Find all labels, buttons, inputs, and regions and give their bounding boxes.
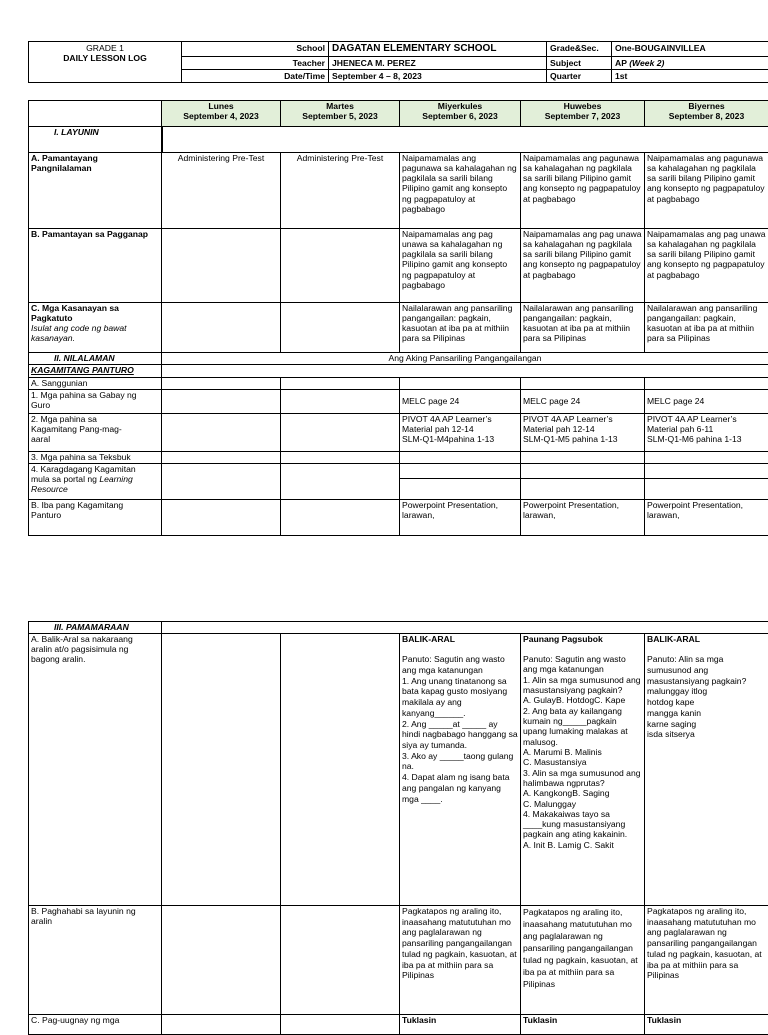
date-label: Date/Time (182, 69, 329, 82)
subject-week: (Week 2) (629, 58, 664, 68)
cell-text: Naipamamalas ang pag unawa sa kahalagahan ng pagkilala sa sarili bilang Pilipino gamit ang konsepto ng pagpapatuloy at pagbabago (400, 229, 521, 303)
empty-corner-cell (29, 101, 162, 127)
kasanayan-label-cell (29, 303, 162, 353)
daily-lesson-log-title: DAILY LESSON LOG (32, 53, 178, 63)
header-title-cell (29, 42, 182, 83)
cell-text: Pagkatapos ng araling ito, inaasahang matututuhan mo ang paglalarawan ng pansariling pangangailangan tulad ng pagkain, kasuotan, at iba pa at mithiin para sa Pilipinas (400, 906, 521, 1015)
balik-aral-cell (400, 634, 521, 906)
layunin-section-title: I. LAYUNIN (29, 127, 162, 153)
cell-text: Naipamamalas ang pagunawa sa kahalagahan ng pagkilala sa sarili bilang Pilipino gamit ang konsepto ng pagpapatuloy at pagbabago (521, 153, 645, 229)
nilalaman-content: Ang Aking Pansariling Pangangailangan (162, 353, 768, 365)
header-table (28, 41, 768, 83)
day-header: Miyerkules September 6, 2023 (400, 101, 521, 127)
subject-label: Subject (547, 56, 612, 69)
balik-aral-text: Panuto: Alin sa mga sumusunod ang masustansiyang pagkain? malunggay itlog hotdog kape mangga kanin karne saging isda sitserya (647, 654, 766, 740)
subject-value (612, 56, 768, 69)
school-name: DAGATAN ELEMENTARY SCHOOL (329, 42, 547, 57)
balik-aral-label: A. Balik-Aral sa nakaraang aralin at/o pagsisimula ng bagong aralin. (29, 634, 162, 906)
balik-aral-text: Panuto: Sagutin ang wasto ang mga katanungan 1. Ang unang tinatanong sa bata kapag gusto mosiyang makilala ay ang kanyang______. 2. Ang _____at _____ ay hindi nagbabago hanggang sa siya ay tumanda. 3. Ako ay _____taong gulang na. 4. Dapat alam ng isang bata ang pangalan ng kanyang mga ____. (402, 654, 518, 804)
pamamaraan-table (28, 621, 768, 1035)
cell-text: Powerpoint Presentation, larawan, (645, 500, 768, 536)
day-header: Martes September 5, 2023 (281, 101, 400, 127)
tuklasin-heading: Tuklasin (521, 1015, 645, 1035)
date-value: September 4 – 8, 2023 (329, 69, 547, 82)
cell-text: Naipamamalas ang pagunawa sa kahalagahan ng pagkilala sa sarili bilang Pilipino gamit ang konsepto ng pagpapatuloy at pagbabago (645, 153, 768, 229)
cell-text: Pagkatapos ng araling ito, inaasahang matututuhan mo ang paglalarawan ng pansariling pangangailangan tulad ng pagkain, kasuotan, at iba pa at mithiin para sa Pilipinas (521, 906, 645, 1015)
kagamitan-section-title: KAGAMITANG PANTURO (29, 365, 162, 378)
pamamaraan-section-title: III. PAMAMARAAN (29, 622, 162, 634)
iba-pang-kagamitan-label: B. Iba pang Kagamitang Panturo (29, 500, 162, 536)
grade-sec-value: One-BOUGAINVILLEA (612, 42, 768, 57)
cell-text: Powerpoint Presentation, larawan, (521, 500, 645, 536)
subject-main: AP (615, 58, 627, 68)
pamantayan-pagganap-label: B. Pamantayan sa Pagganap (29, 229, 162, 303)
cell-text: Nailalarawan ang pansariling pangangailan: pagkain, kasuotan at iba pa at mithiin para sa Pilipinas (645, 303, 768, 353)
paunang-pagsubok-heading: Paunang Pagsubok (523, 634, 642, 644)
day-header: Huwebes September 7, 2023 (521, 101, 645, 127)
cell-text: PIVOT 4A AP Learner’s Material pah 12-14 SLM-Q1-M4pahina 1-13 (400, 414, 521, 452)
pretest-cell: Administering Pre-Test (281, 153, 400, 229)
karagdagang-kagamitan-label: 4. Karagdagang Kagamitan mula sa portal ng Learning Resource (29, 464, 162, 500)
gabay-guro-label: 1. Mga pahina sa Gabay ng Guro (29, 390, 162, 414)
cell-text: Naipamamalas ang pag unawa sa kahalagahan ng pagkilala sa sarili bilang Pilipino gamit ang konsepto ng pagpapatuloy at pagbabago (521, 229, 645, 303)
cell-text: Nailalarawan ang pansariling pangangailan: pagkain, kasuotan at iba pa at mithiin para sa Pilipinas (400, 303, 521, 353)
cell-text: MELC page 24 (400, 390, 521, 414)
day-header: Lunes September 4, 2023 (162, 101, 281, 127)
cell-text: Pagkatapos ng araling ito, inaasahang matututuhan mo ang paglalarawan ng pansariling pangangailangan tulad ng pagkain, kasuotan, at iba pa at mithiin para sa Pilipinas (645, 906, 768, 1015)
teksbuk-label: 3. Mga pahina sa Teksbuk (29, 452, 162, 464)
cell-text: Naipamamalas ang pag unawa sa kahalagahan ng pagkilala sa sarili bilang Pilipino gamit ang konsepto ng pagpapatuloy at pagbabago (645, 229, 768, 303)
day-header: Biyernes September 8, 2023 (645, 101, 768, 127)
pretest-cell: Administering Pre-Test (162, 153, 281, 229)
balik-aral-heading: BALIK-ARAL (647, 634, 766, 644)
paunang-pagsubok-text: Panuto: Sagutin ang wasto ang mga katanungan 1. Alin sa mga sumusunod ang masustansiyang pagkain? A. GulayB. HotdogC. Kape 2. Ang bata ay kailangang kumain ng_____pagkain upang lumaking malakas at malusog. A. Marumi B. Malinis C. Masustansiya 3. Alin sa mga sumusunod ang halimbawa ngprutas? A. KangkongB. Saging C. Malunggay 4. Makakaiwas tayo sa ____kung masustansiyang pagkain ang ating kakainin. A. Init B. Lamig C. Sakit (523, 654, 642, 850)
tuklasin-heading: Tuklasin (645, 1015, 768, 1035)
paghahabi-label: B. Paghahabi sa layunin ng aralin (29, 906, 162, 1015)
layunin-blank (162, 127, 768, 153)
grade-label: GRADE 1 (32, 43, 178, 53)
school-label: School (182, 42, 329, 57)
kasanayan-note: Isulat ang code ng bawat kasanayan. (31, 323, 159, 343)
sanggunian-label: A. Sanggunian (29, 378, 162, 390)
kagamitang-pang-mag-aaral-label: 2. Mga pahina sa Kagamitang Pang-mag- aaral (29, 414, 162, 452)
pag-uugnay-label: C. Pag-uugnay ng mga (29, 1015, 162, 1035)
nilalaman-section-title: II. NILALAMAN (29, 353, 162, 365)
paunang-pagsubok-cell (521, 634, 645, 906)
cell-text: Nailalarawan ang pansariling pangangailan: pagkain, kasuotan at iba pa at mithiin para sa Pilipinas (521, 303, 645, 353)
tuklasin-heading: Tuklasin (400, 1015, 521, 1035)
teacher-name: JHENECA M. PEREZ (329, 56, 547, 69)
cell-text: PIVOT 4A AP Learner’s Material pah 6-11 SLM-Q1-M6 pahina 1-13 (645, 414, 768, 452)
pamantayang-pangnilalaman-label: A. Pamantayang Pangnilalaman (29, 153, 162, 229)
cell-text: MELC page 24 (645, 390, 768, 414)
balik-aral-heading: BALIK-ARAL (402, 634, 518, 644)
quarter-label: Quarter (547, 69, 612, 82)
kasanayan-label: C. Mga Kasanayan sa Pagkatuto (31, 303, 159, 323)
quarter-value: 1st (612, 69, 768, 82)
teacher-label: Teacher (182, 56, 329, 69)
grade-sec-label: Grade&Sec. (547, 42, 612, 57)
cell-text: Naipamamalas ang pagunawa sa kahalagahan ng pagkilala sa sarili bilang Pilipino gamit ang konsepto ng pagpapatuloy at pagbabago (400, 153, 521, 229)
balik-aral-cell (645, 634, 768, 906)
cell-text: PIVOT 4A AP Learner’s Material pah 12-14 SLM-Q1-M5 pahina 1-13 (521, 414, 645, 452)
cell-text: Powerpoint Presentation, larawan, (400, 500, 521, 536)
cell-text: MELC page 24 (521, 390, 645, 414)
lesson-plan-table (28, 100, 768, 536)
